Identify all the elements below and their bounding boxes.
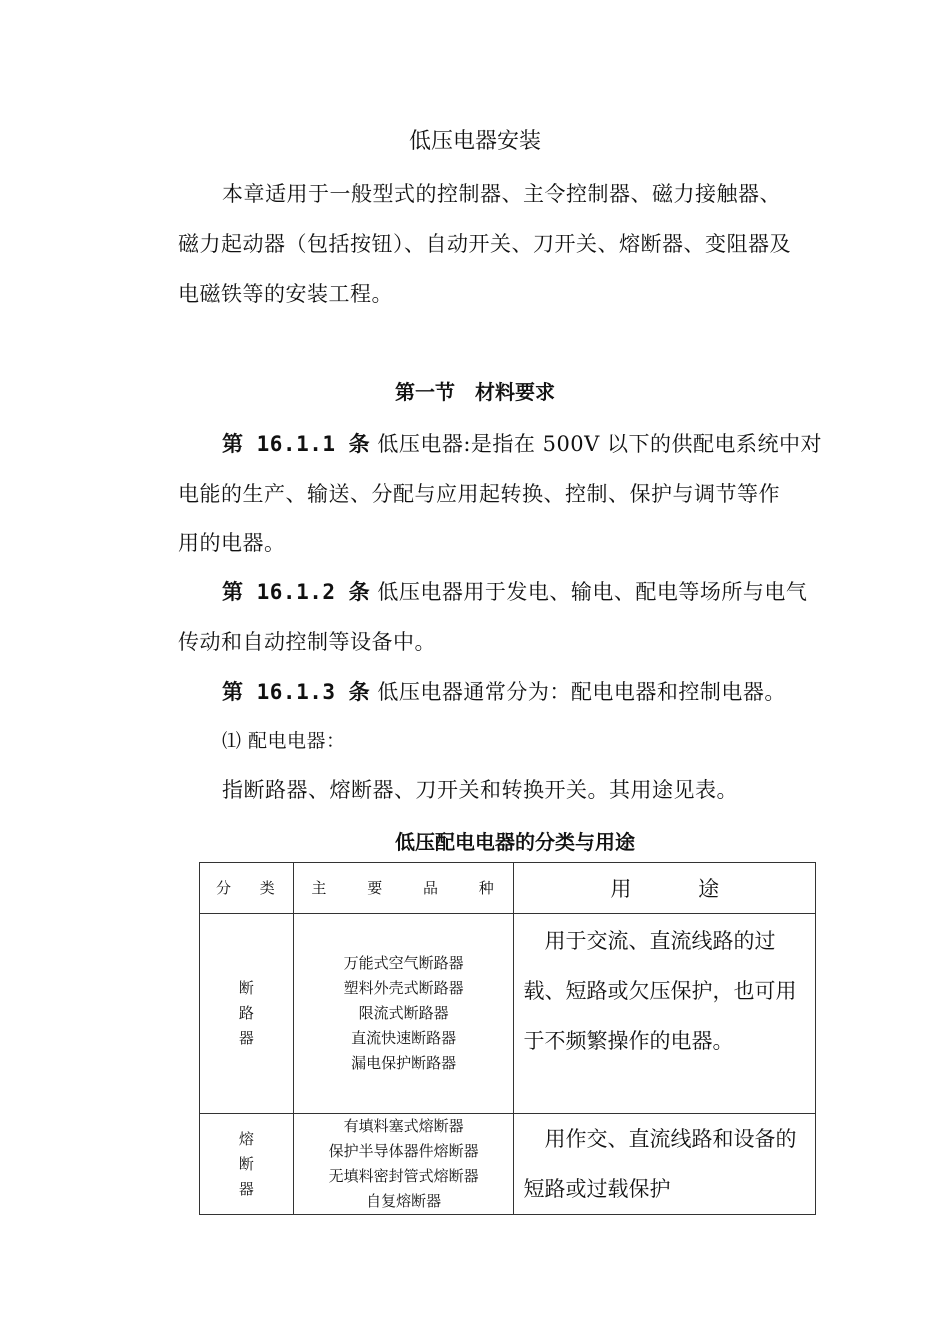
type-item: 自复熔断器 <box>366 1192 442 1210</box>
distribution-appliance-table <box>199 862 816 1215</box>
category-cell: 断 路 器 <box>200 914 294 1114</box>
article-label: 第 16.1.3 条 <box>222 680 371 704</box>
list-item-1-desc: 指断路器、熔断器、刀开关和转换开关。其用途见表。 <box>222 778 738 802</box>
list-item-1: ⑴ 配电电器： <box>222 730 346 752</box>
article-16-1-2-cont: 传动和自动控制等设备中。 <box>178 630 436 654</box>
intro-line-1: 本章适用于一般型式的控制器、主令控制器、磁力接触器、 <box>222 182 781 206</box>
types-cell <box>293 914 514 1114</box>
type-item: 限流式断路器 <box>358 1004 449 1022</box>
usage-text: 用作交、直流线路和设备的短路或过载保护 <box>523 1127 797 1201</box>
intro-line-3: 电磁铁等的安装工程。 <box>178 282 393 306</box>
article-text: 低压电器用于发电、输电、配电等场所与电气 <box>370 580 808 604</box>
article-text: 低压电器:是指在 500V 以下的供配电系统中对 <box>370 432 823 456</box>
table-header-row <box>200 863 816 914</box>
article-16-1-1 <box>222 428 822 458</box>
table-row <box>200 1114 816 1215</box>
article-16-1-1-cont-2: 用的电器。 <box>178 531 286 555</box>
type-item: 万能式空气断路器 <box>343 954 464 972</box>
intro-line-2: 磁力起动器（包括按钮）、自动开关、刀开关、熔断器、变阻器及 <box>178 232 791 256</box>
document-title: 低压电器安装 <box>408 129 541 154</box>
usage-text: 用于交流、直流线路的过载、短路或欠压保护，也可用于不频繁操作的电器。 <box>523 929 797 1053</box>
type-item: 保护半导体器件熔断器 <box>328 1142 479 1160</box>
type-item: 无填料密封管式熔断器 <box>328 1167 479 1185</box>
article-16-1-2 <box>222 576 807 606</box>
table-caption: 低压配电电器的分类与用途 <box>395 830 635 854</box>
header-usage: 用 途 <box>514 863 816 914</box>
type-item: 漏电保护断路器 <box>351 1054 457 1072</box>
usage-cell <box>514 914 816 1114</box>
type-item: 有填料塞式熔断器 <box>343 1117 464 1135</box>
type-item: 直流快速断路器 <box>351 1029 457 1047</box>
article-label: 第 16.1.1 条 <box>222 432 371 456</box>
category-cell: 熔 断 器 <box>200 1114 294 1215</box>
usage-cell <box>514 1114 816 1215</box>
article-text: 低压电器通常分为：配电电器和控制电器。 <box>370 680 786 704</box>
article-16-1-3 <box>222 676 786 706</box>
table-row <box>200 914 816 1114</box>
article-16-1-1-cont-1: 电能的生产、输送、分配与应用起转换、控制、保护与调节等作 <box>178 482 780 506</box>
types-cell <box>293 1114 514 1215</box>
header-category: 分 类 <box>200 863 294 914</box>
header-types: 主 要 品 种 <box>293 863 514 914</box>
type-item: 塑料外壳式断路器 <box>343 979 464 997</box>
section-heading: 第一节 材料要求 <box>395 380 555 404</box>
article-label: 第 16.1.2 条 <box>222 580 371 604</box>
